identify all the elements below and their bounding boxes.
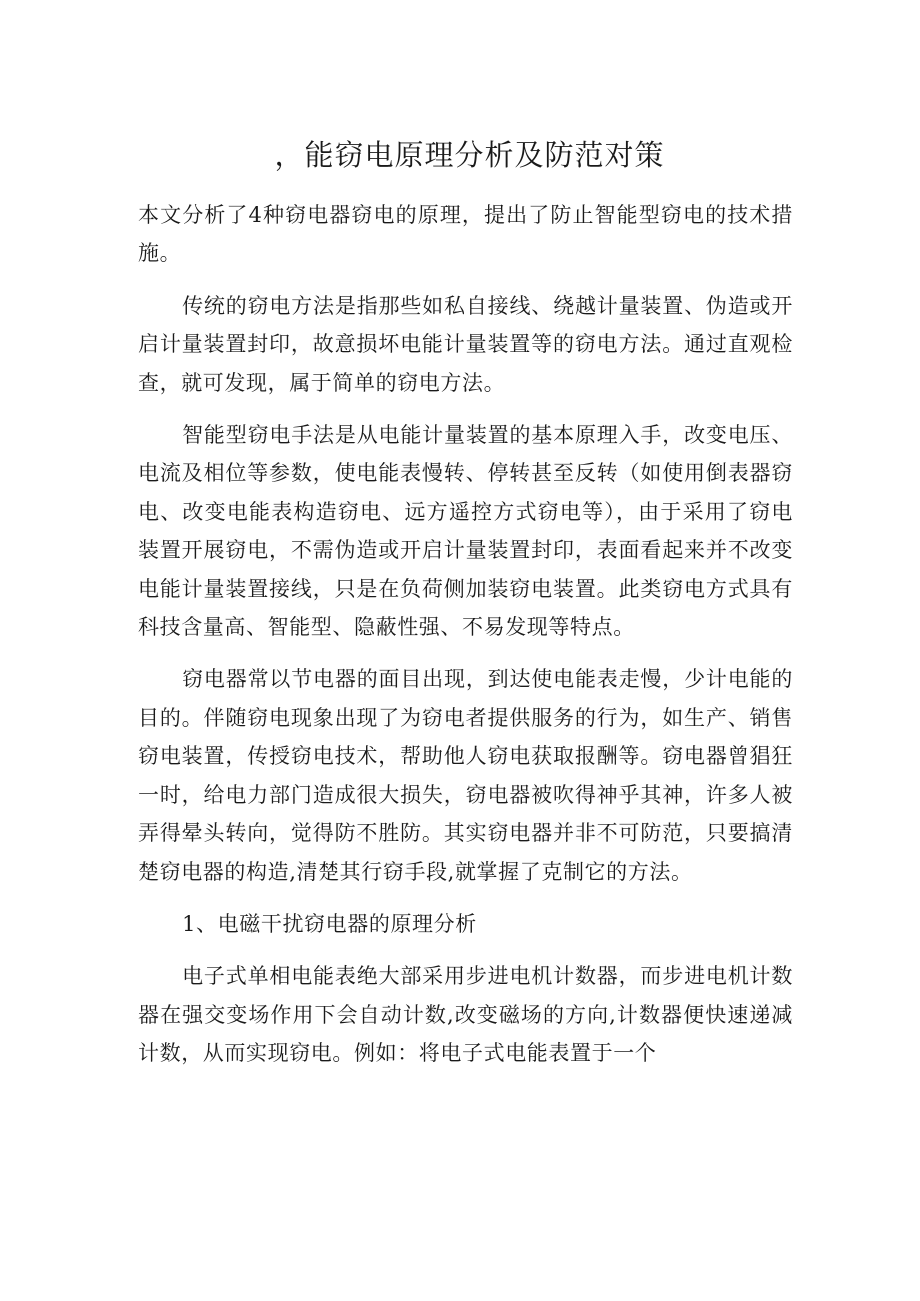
paragraph-electronic-meter: 电子式单相电能表绝大部采用步进电机计数器，而步进电机计数器在强交变场作用下会自动计数,改变磁场的方向,计数器便快速递减计数，从而实现窃电。例如：将电子式电能表置于一个 (138, 964, 793, 1066)
paragraph-thief-device: 窃电器常以节电器的面目出现，到达使电能表走慢，少计电能的目的。伴随窃电现象出现了为窃电者提供服务的行为，如生产、销售窃电装置，传授窃电技术，帮助他人窃电获取报酬等。窃电器曾猖狂一时，给电力部门造成很大损失，窃电器被吹得神乎其神，许多人被弄得晕头转向，觉得防不胜防。其实窃电器并非不可防范，只要搞清楚窃电器的构造,清楚其行窃手段,就掌握了克制它的方法。 (138, 667, 793, 884)
document-title: ，能窃电原理分析及防范对策 (274, 138, 665, 172)
document-page (138, 0, 793, 1073)
paragraph-smart-method: 智能型窃电手法是从电能计量装置的基本原理入手，改变电压、电流及相位等参数，使电能表慢转、停转甚至反转（如使用倒表器窃电、改变电能表构造窃电、远方遥控方式窃电等），由于采用了窃电装置开展窃电，不需伪造或开启计量装置封印，表面看起来并不改变电能计量装置接线，只是在负荷侧加装窃电装置。此类窃电方式具有科技含量高、智能型、隐蔽性强、不易发现等特点。 (138, 423, 793, 640)
section-heading: 1、电磁干扰窃电器的原理分析 (182, 911, 477, 936)
paragraph-traditional-method: 传统的窃电方法是指那些如私自接线、绕越计量装置、伪造或开启计量装置封印，故意损坏电能计量装置等的窃电方法。通过直观检查，就可发现，属于简单的窃电方法。 (138, 293, 793, 395)
paragraph-abstract: 本文分析了4种窃电器窃电的原理，提出了防止智能型窃电的技术措施。 (138, 203, 793, 266)
